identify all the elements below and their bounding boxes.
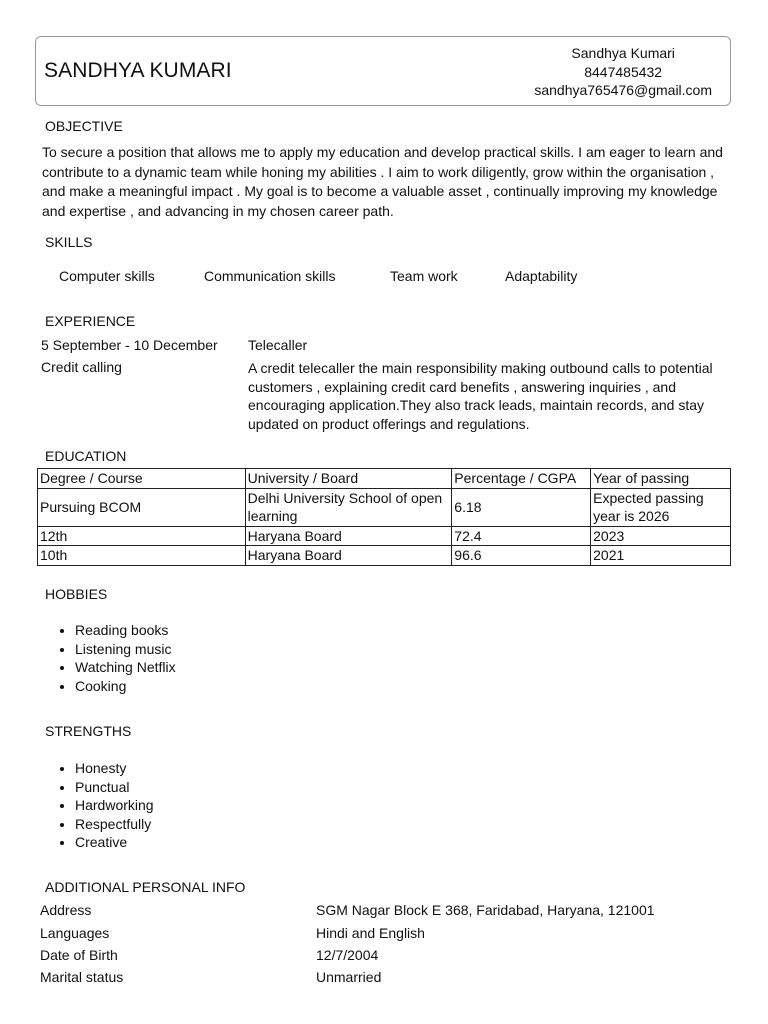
info-value: SGM Nagar Block E 368, Faridabad, Haryana, 121001 xyxy=(316,902,655,918)
table-cell: 6.18 xyxy=(452,488,591,526)
info-value: 12/7/2004 xyxy=(316,947,379,963)
table-cell: 96.6 xyxy=(452,546,591,566)
table-cell: 2021 xyxy=(591,546,731,566)
table-cell: Expected passing year is 2026 xyxy=(591,488,731,526)
strengths-title: STRENGTHS xyxy=(45,723,132,739)
contact-block xyxy=(534,44,712,100)
table-row xyxy=(38,526,731,546)
contact-name: Sandhya Kumari xyxy=(571,45,675,61)
skills-title: SKILLS xyxy=(45,234,93,250)
info-label: Date of Birth xyxy=(40,947,118,963)
contact-email: sandhya765476@gmail.com xyxy=(534,82,712,98)
table-header-cell: Percentage / CGPA xyxy=(452,469,591,489)
table-cell: 10th xyxy=(38,546,246,566)
table-cell: Delhi University School of open learning xyxy=(245,488,452,526)
personal-info-title: ADDITIONAL PERSONAL INFO xyxy=(45,879,246,895)
table-row xyxy=(38,488,731,526)
table-row xyxy=(38,546,731,566)
list-item: • Cooking xyxy=(75,677,176,696)
table-header-cell: University / Board xyxy=(245,469,452,489)
strengths-list xyxy=(48,759,154,852)
experience-role: Telecaller xyxy=(248,337,308,353)
hobbies-title: HOBBIES xyxy=(45,586,108,602)
table-header-cell: Degree / Course xyxy=(38,469,246,489)
table-cell: Pursuing BCOM xyxy=(38,488,246,526)
experience-title: EXPERIENCE xyxy=(45,313,136,329)
skill-item: Adaptability xyxy=(505,268,578,284)
table-cell: 72.4 xyxy=(452,526,591,546)
education-table xyxy=(37,468,731,566)
list-item: • Watching Netflix xyxy=(75,658,176,677)
skill-item: Computer skills xyxy=(59,268,155,284)
table-header-row xyxy=(38,469,731,489)
info-label: Marital status xyxy=(40,969,124,985)
table-header-cell: Year of passing xyxy=(591,469,731,489)
list-item: • Punctual xyxy=(75,778,154,797)
skill-item: Team work xyxy=(390,268,458,284)
table-cell: Haryana Board xyxy=(245,526,452,546)
skill-item: Communication skills xyxy=(204,268,336,284)
info-value: Hindi and English xyxy=(316,925,425,941)
list-item: • Reading books xyxy=(75,621,176,640)
list-item: • Creative xyxy=(75,833,154,852)
list-item: • Listening music xyxy=(75,640,176,659)
objective-text: To secure a position that allows me to apply my education and develop practical skills. I am eager to learn and contribute to a dynamic team while honing my abilities . I aim to work diligently, grow within the organisation , and make a meaningful impact . My goal is to become a valuable asset , continually improving my knowledge and expertise , and advancing in my chosen career path. xyxy=(42,144,723,219)
hobbies-list xyxy=(48,621,176,695)
table-cell: 12th xyxy=(38,526,246,546)
list-item: • Respectfully xyxy=(75,815,154,834)
experience-dates: 5 September - 10 December xyxy=(41,337,218,353)
info-label: Address xyxy=(40,902,92,918)
candidate-name: SANDHYA KUMARI xyxy=(44,59,232,82)
list-item: • Hardworking xyxy=(75,796,154,815)
objective-title: OBJECTIVE xyxy=(45,118,123,134)
contact-phone: 8447485432 xyxy=(584,63,663,80)
education-title: EDUCATION xyxy=(45,448,127,464)
info-label: Languages xyxy=(40,925,110,941)
table-cell: 2023 xyxy=(591,526,731,546)
resume-header xyxy=(35,36,731,106)
table-cell: Haryana Board xyxy=(245,546,452,566)
experience-category: Credit calling xyxy=(41,359,122,375)
list-item: • Honesty xyxy=(75,759,154,778)
info-value: Unmarried xyxy=(316,969,382,985)
experience-description: A credit telecaller the main responsibility making outbound calls to potential customers , explaining credit card benefits , answering inquiries , and encouraging application.They also track leads, maintain records, and stay updated on product offerings and regulations. xyxy=(248,360,713,432)
